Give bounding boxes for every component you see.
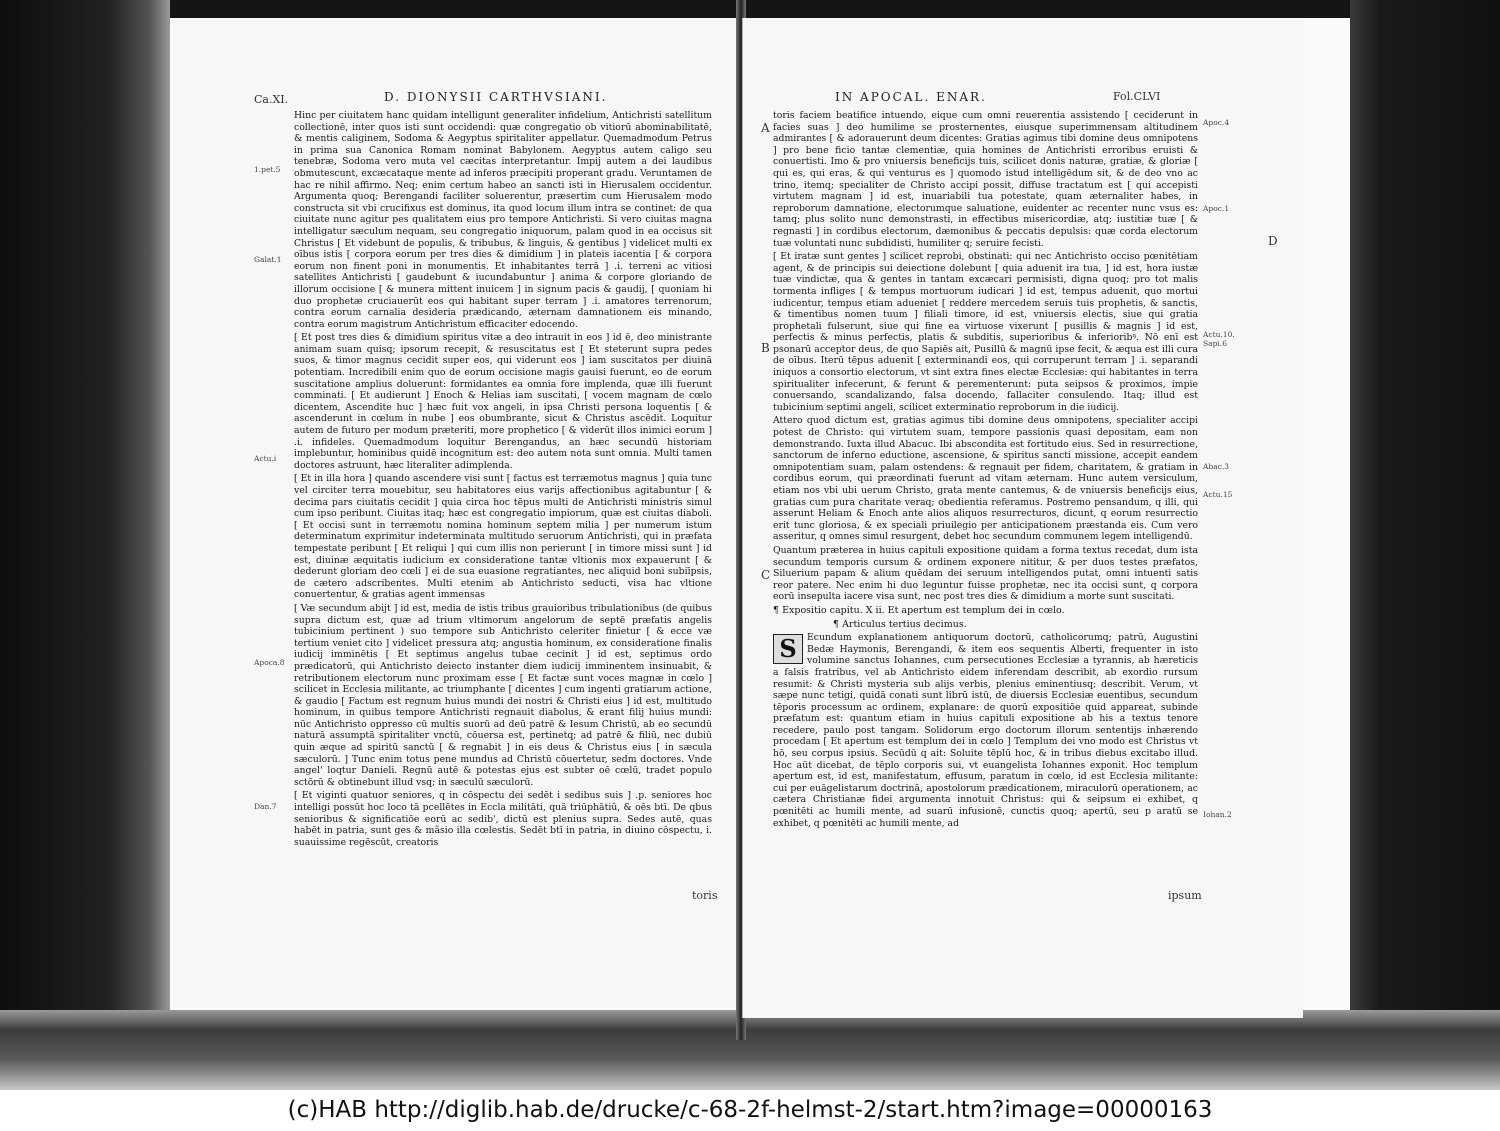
section-letter-mark: C [761, 568, 771, 582]
left-running-head: D. DIONYSII CARTHVSIANI. [384, 90, 608, 104]
margin-note: Abac.3 [1203, 462, 1230, 471]
margin-note: 1.pet.5 [254, 165, 281, 174]
right-page [742, 18, 1303, 1018]
margin-note: Apoc.4 [1203, 118, 1230, 127]
left-paragraph: [ Væ secundum abijt ] id est, media de istis tribus grauioribus tribulationibus (de quibus supra dictum est, quæ ad trium vltimorum angelorum de septē præfatis angelis tubicinium pertinent ) suo tempore sub Antichristo celeriter finietur [ & ecce væ tertium veniet cito ] videlicet pressura atq; angustia hominum, ex consideratione finalis iudicij imminētis [ Et septimus angelus tubae cecinit ] id est, septimus ordo prædicatorū, qui Antichristo deiecto instanter diem iudicij imminentem insinuabit, & retributionem electorum nunc proximam esse [ Et factæ sunt voces magnæ in cœlo ] scilicet in Ecclesia militante, ac triumphante [ dicentes ] cum ingenti gratiarum actione, & gaudio [ Factum est regnum huius mundi dei nostri & Christi eius ] id est, multitudo hominum, in quibus tempore Antichristi regnauit diabolus, & erant filij huius mundi: nūc Antichristo oppresso cū multis suorū ad deū patrē & Iesum Christū, ab eo secundū naturā assumptā spiritaliter vnctū, cōuersa est, pertinetq; ad patrē & filiū, nec dubiū quin æque ad spiritū sanctū [ & regnabit ] in eis deus & Christus eius [ in sæcula sæculorū. ] Tunc enim totus pene mundus ad Christū cōuertetur, sedm doctores. Vnde angel' loqtur Danieli. Regnū autē & potestas ejus est subter oē cœlū, tradet populo sctōrū & obtinebunt illud vsq; in sæculū sæculorū. [294, 602, 712, 788]
margin-note: Actu.10. Sapi.6 [1203, 330, 1235, 348]
left-paragraph: [ Et post tres dies & dimidium spiritus vitæ a deo intrauit in eos ] id ē, deo ministrante animam suam quisq; ipsorum recepit, & resuscitatus est [ Et steterunt supra pedes suos, & timor magnus cecidit super eos, qui viderunt eos ] iam suscitatos per diuinā potentiam. Incredibili enim quo de eorum occisione magis gauisi fuerunt, eo de eorum suscitatione amplius doluerunt: formidantes ea omnia fore implenda, quæ illi fuerunt comminati. [ Et audierunt ] Enoch & Helias iam suscitati, [ vocem magnam de cœlo dicentem, Ascendite huc ] hæc fuit vox angeli, in ipsa Christi persona loquentis [ & ascenderunt in cœlum in nube ] eos obumbrante, sicut & Christus ascēdit. Loquitur autem de futuro per modum præteriti, more prophetico [ & viderūt illos inimici eorum ] .i. infideles. Quemadmodum loquitur Berengandus, an hæc secundū historiam implebuntur, hominibus quidē incognitum est: deo autem nota sunt omnia. Multi tamen doctores astruunt, hæc literaliter adimplenda. [294, 332, 712, 471]
left-paragraph: [ Et in illa hora ] quando ascendere visi sunt [ factus est terræmotus magnus ] quia tunc vel circiter terra mouebitur, seu habitatores eius varijs affectionibus agitabuntur [ & decima pars ciuitatis cecidit ] quia circa hoc tēpus multi de Antichristi ministris simul cum ipso peribunt. Ciuitas itaq; hæc est congregatio impiorum, quæ est ciuitas diaboli. [ Et occisi sunt in terræmotu nomina hominum septem milia ] per numerum istum determinatum exprimitur indeterminata multitudo seruorum Antichristi, qui in præfata tempestate peribunt [ Et reliqui ] qui cum illis non perierunt [ in timore missi sunt ] id est, diuinæ æquitatis iudicium ex consideratione tantæ vltionis mox expauerunt [ & dederunt gloriam deo cœli ] ei de sua euasione regratiantes, nec aliquid boni subiīpsis, de cætero adscribentes. Multi etenim ab Antichristo seducti, visa hac vltione conuertentur, & gratias agent immensas [294, 473, 712, 601]
left-page [172, 18, 739, 1008]
right-catchword: ipsum [1168, 889, 1202, 902]
scan-edge-bottom [0, 1010, 1500, 1090]
margin-note: Apoc.1 [1203, 204, 1230, 213]
right-folio: Fol.CLVI [1113, 90, 1161, 103]
left-paragraph: [ Et viginti quatuor seniores, q in cōspectu dei sedēt i sedibus suis ] .p. seniores hoc intelligi possūt hoc loco tā pcellētes in Eccla militāti, quā triūphātiū, & oēs btī. De qbus senioribus & significatiōe eorū ac sedib', dictū est plenius supra. Sedes autē, quas habēt in patria, sunt ges & mãsio illa cœlestis. Sedēt btī in patria, in diuino cōspectu, i. suauissime regēscūt, creatoris [294, 790, 712, 848]
margin-note: Iohan.2 [1203, 810, 1232, 819]
scan-edge-right [1350, 0, 1500, 1090]
left-body-text [294, 110, 712, 905]
right-paragraph: Quantum præterea in huius capituli expositione quidam a forma textus recedat, dum ista secundum temporis cursum & ordinem exponere nititur, & per duos testes præfatos, Siluerium papam & alium quēdam dei seruum intelligendos putat, omni intuenti satis reor patere. Nec enim hi duo leguntur fuisse prophetæ, nec ita occisi sunt, q corpora eorū insepulta iacere visa sunt, nec post tres dies & dimidium a morte sunt suscitati. [773, 544, 1198, 603]
scan-edge-top [0, 0, 1500, 18]
margin-note: Dan.7 [254, 802, 277, 811]
left-chapter-label: Ca.XI. [254, 93, 289, 106]
decorated-initial: S [773, 634, 803, 664]
initial-paragraph-text: Ecundum explanationem antiquorum doctorū, catholicorumq; patrū, Augustini Bedæ Haymonis, Berengandi, & item eos sequentis Alberti, frequenter in isto volumine sanctus Iohannes, cum persecutiones Ecclesiæ a tyrannis, ab hæreticis a falsis fratribus, vel ab Antichristo eidem inferendam describit, ab exordio rursum resumit: & Christi mysteria sub alijs verbis, plenius eminentiusq; describit. Verum, vt sæpe nunc tetigi, quidā conati sunt librū istū, de diuersis Ecclesiæ euentibus, secundum tēporis processum ac ordinem, explanare: de quorū expositiōe quid appareat, subinde præfatum est: quantum etiam in huius capituli expositione ab his a textus tenore recedere, paulo post tangam. Solidorum ergo doctorum illorum sententijs inhærendo procedam [ Et apertum est templum dei in cœlo ] Templum dei vno modo est Christus vt hō, seu corpus ipsius. Secūdū q ait: Soluite tēplū hoc, & in tribus diebus excitabo illud. Hoc aūt dicebat, de tēplo corporis sui, vt euangelista Iohannes exponit. Hoc templum apertum est, id est, manifestatum, effusum, paratum in cœlo, id est Ecclesia militante: cui per euāgelistarum doctrinā, apostolorum prædicationem, miraculorū operationem, ac cætera Christianæ fidei argumenta innotuit Christus: qui & seipsum ei exhibet, q pœnitēti ac humili mente, ad suarū infusionē, cunctis quoq; apertū, seu p aratū se exhibet, q pœnitēti ac humili mente, ad [773, 632, 1198, 829]
left-catchword: toris [692, 889, 718, 902]
right-paragraph: Attero quod dictum est, gratias agimus tibi domine deus omnipotens, specialiter accipi potest de Christo: qui virtutem suam, tempore passionis quasi depositam, eam non demonstrando. Iuxta illud Abacuc. Ibi abscondita est fortitudo eius. Sed in resurrectione, sanctorum de inferno eductione, ascensione, & spiritus sancti missione, accepit eandem omnipotentiam suam, palam ostendens: & regnauit per fidem, charitatem, & gratiam in cordibus eorum, qui præordinati fuerunt ad vitam æternam. Hunc autem versiculum, etiam nos vbi ubi uerum Christo, grata mente cantemus, & de vniuersis beneficijs eius, gratias cum pura charitate veraq; obedientia referamus. Postremo pensandum, q illi, qui asserunt Heliam & Enoch ante alios aliquos resurrecturos, dicunt, q eorum resurrectio erit tunc gloriosa, & ex speciali priuilegio per anticipationem præstanda eis. Cum vero asseritur, q omnes simul resurgent, debet hoc secundum communem legem intelligendū. [773, 415, 1198, 543]
article-heading: ¶ Articulus tertius decimus. [833, 618, 967, 630]
left-paragraph: Hinc per ciuitatem hanc quidam intelligunt generaliter infidelium, Antichristi satellitum collectionē, inter quos isti sunt occidendi: quæ congregatio ob vitiorū abominabilitatē, & mentis caliginem, Sodoma & Aegyptus spiritaliter appellatur. Quemadmodum Petrus in prima sua Canonica Romam nominat Babylonem. Aegyptus autem caligo seu tenebræ, Sodoma vero muta vel cæcitas interpretantur. Impij autem a dei laudibus obmutescunt, excæcataque mente ad inferos præcipiti properant gradu. Veruntamen de hac re nihil affirmo. Neq; enim certum habeo an sancti isti in Hierusalem occidentur. Argumenta quoq; Berengandi faciliter soluerentur, præsertim cum Hierusalem modo constructa sit vbi crucifixus est dominus, ita quod locum illum intra se continet: de qua ciuitate nunc agitur pes qualitatem eius pro tempore Antichristi. Si vero ciuitas magna intelligatur sæculum nequam, seu congregatio iniquorum, palam quod in ea occisus sit Christus [ Et videbunt de populis, & tribubus, & linguis, & gentibus ] videlicet multi ex oībus istis [ corpora eorum per tres dies & dimidium ] in plateis iacentia [ & corpora eorum non finent poni in monumentis. Et inhabitantes terrā ] .i. terreni ac vitiosi satellites Antichristi [ gaudebunt & iucundabuntur ] anima & corpore gloriando de illorum occisione [ & munera mittent inuicem ] in signum pacis & gaudij, [ quoniam hi duo prophetæ cruciauerūt eos qui habitant super terram ] .i. amatores terrenorum, contra eorum carnalia desideria prædicando, æternam damnationem eis minando, contra eorum magistrum Antichristum efficaciter edocendo. [294, 110, 712, 330]
margin-note: Apoca.8 [254, 658, 285, 667]
section-letter-mark: B [761, 341, 770, 355]
margin-note: Actu.15 [1203, 490, 1233, 499]
chapter-exposition-heading: ¶ Expositio capitu. X ii. Et apertum est templum dei in cœlo. [773, 604, 1065, 616]
right-paragraph: toris faciem beatifice intuendo, eique cum omni reuerentia assistendo [ ceciderunt in facies suas ] deo humilime se prosternentes, eiusque superimmensam altitudinem admirantes [ & adorauerunt deum dicentes: Gratias agimus tibi domine deus omnipotens ] pro bene ficio tantæ clementiæ, quia homines de Antichristi erroribus eruisti & conuertisti. Imo & pro vniuersis beneficijs tuis, scilicet donis naturæ, gratiæ, & gloriæ [ qui es, qui eras, & qui venturus es ] quomodo istud intelligēdum sit, & de deo vno ac trino, itemq; specialiter de Christo accipi possit, diffuse tractatum est [ qui accepisti virtutem magnam ] id est, inuariabili tua potestate, quam æternaliter habes, in reproborum damnatione, electorumque saluatione, euidenter ac recenter nunc vsus es: tamq; plus solito nunc demonstrasti, in effectibus misericordiæ, atq; iustitiæ tuæ [ & regnasti ] in cordibus electorum, dæmonibus & peccatis depulsis: quæ corda electorum tuæ voluntati nunc subdidisti, humiliter q; seruire fecisti. [773, 110, 1198, 249]
section-letter-mark: D [1268, 234, 1278, 248]
margin-note: Actu.i [254, 454, 277, 463]
margin-note: Galat.1 [254, 255, 282, 264]
right-paragraph-with-initial [773, 632, 1198, 829]
source-url-footer: (c)HAB http://diglib.hab.de/drucke/c-68-2f-helmst-2/start.htm?image=00000163 [0, 1090, 1500, 1131]
right-body-text [773, 110, 1198, 905]
right-paragraph: [ Et iratæ sunt gentes ] scilicet reprobi, obstinati: qui nec Antichristo occiso pœnitētiam agent, & de principis sui deiectione dolebunt [ quia aduenit ira tua, ] id est, hora iustæ tuæ vindictæ, qua & gentes in tantam excæcari permisisti, digna quoq; pro tot malis tormenta infliges [ & tempus mortuorum iudicari ] id est, tempus aduenit, quo mortui iudicentur, tempus etiam adueniet [ reddere mercedem seruis tuis prophetis, & sanctis, & timentibus nomen tuum ] filiali timore, id est, vniuersis electis, siue qui gratia prophetali fulserunt, siue qui fine ea virtuose vixerunt [ pusillis & magnis ] id est, perfectis & minus perfectis, platis & subditis, superioribus & inferioribꝰ. Nō enī est psonarū acceptor deus, de quo Sapiēs ait, Pusillū & magnū ipse fecit, & æqua est illi cura de oībus. Iterū tēpus aduenit [ exterminandi eos, qui corruperunt terram ] .i. separandi iniquos a consortio electorum, vt sint extra fines electæ Ecclesiæ: qui habitantes in terra spiritualiter infecerunt, & ferunt & perementerunt: puta seipsos & proximos, impie conuersando, scandalizando, falsa docendo, fallaciter consulendo. Itaq; illud est tubicinium septimi angeli, scilicet exterminatio reproborum in die iudicij. [773, 251, 1198, 413]
scan-edge-left [0, 0, 170, 1090]
section-letter-mark: A [761, 121, 770, 135]
right-running-head: IN APOCAL. ENAR. [835, 90, 987, 104]
